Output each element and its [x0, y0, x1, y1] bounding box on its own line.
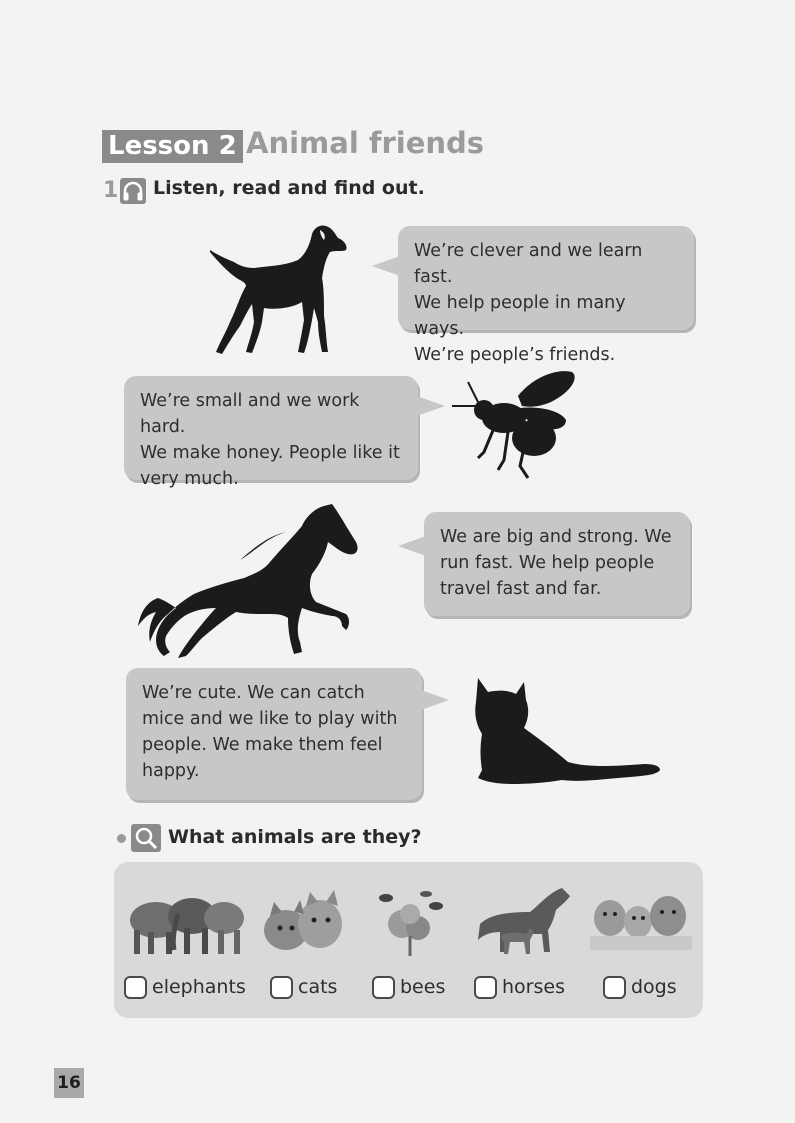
bubble-tail: [417, 396, 445, 416]
speech-bubble-cat: [126, 668, 422, 800]
headphones-icon: [120, 178, 146, 204]
lesson-label: Lesson 2: [102, 130, 243, 163]
bubble-line: run fast. We help people: [440, 553, 655, 573]
option-elephants[interactable]: [124, 972, 246, 1002]
bullet-dot: [117, 834, 126, 843]
bubble-line: We make honey. People like it: [140, 443, 400, 463]
bubble-tail: [421, 690, 449, 710]
bubble-line: We help people in many ways.: [414, 293, 626, 339]
elephants-photo: [126, 884, 248, 958]
bubble-tail: [372, 256, 400, 276]
option-label: horses: [502, 976, 565, 998]
checkbox[interactable]: [474, 976, 497, 999]
option-label: cats: [298, 976, 338, 998]
dog-silhouette: [206, 222, 348, 356]
bubble-line: We’re people’s friends.: [414, 345, 616, 365]
checkbox[interactable]: [270, 976, 293, 999]
question-text: What animals are they?: [168, 826, 422, 848]
speech-bubble-dog: [398, 226, 694, 365]
bubble-line: We are big and strong. We: [440, 527, 672, 547]
exercise-number: 1: [103, 178, 119, 203]
option-dogs[interactable]: [603, 972, 677, 1002]
option-horses[interactable]: [474, 972, 565, 1002]
magnifier-icon: [131, 824, 161, 852]
option-cats[interactable]: [270, 972, 337, 1002]
option-bees[interactable]: [372, 972, 445, 1002]
checkbox[interactable]: [372, 976, 395, 999]
checkbox[interactable]: [124, 976, 147, 999]
horse-silhouette: [136, 502, 362, 660]
dogs-photo: [590, 884, 692, 950]
bubble-line: people. We make them feel: [142, 735, 383, 755]
bubble-line: happy.: [142, 761, 200, 781]
option-label: dogs: [631, 976, 677, 998]
cat-silhouette: [468, 678, 664, 788]
bee-silhouette: [448, 366, 580, 480]
bubble-line: We’re cute. We can catch: [142, 683, 365, 703]
bubble-line: mice and we like to play with: [142, 709, 398, 729]
horses-photo: [470, 884, 576, 958]
bubble-line: We’re clever and we learn fast.: [414, 241, 643, 287]
bubble-line: We’re small and we work hard.: [140, 391, 360, 437]
bubble-line: very much.: [140, 469, 239, 489]
speech-bubble-horse: [424, 512, 690, 616]
bubble-line: travel fast and far.: [440, 579, 602, 599]
option-label: elephants: [152, 976, 246, 998]
cats-photo: [258, 884, 346, 958]
bubble-tail: [398, 536, 426, 556]
bees-photo: [372, 884, 454, 958]
page-number: 16: [54, 1068, 84, 1098]
checkbox[interactable]: [603, 976, 626, 999]
lesson-title: Animal friends: [246, 126, 485, 160]
exercise-instruction: Listen, read and find out.: [153, 177, 425, 199]
option-label: bees: [400, 976, 446, 998]
speech-bubble-bee: [124, 376, 418, 489]
